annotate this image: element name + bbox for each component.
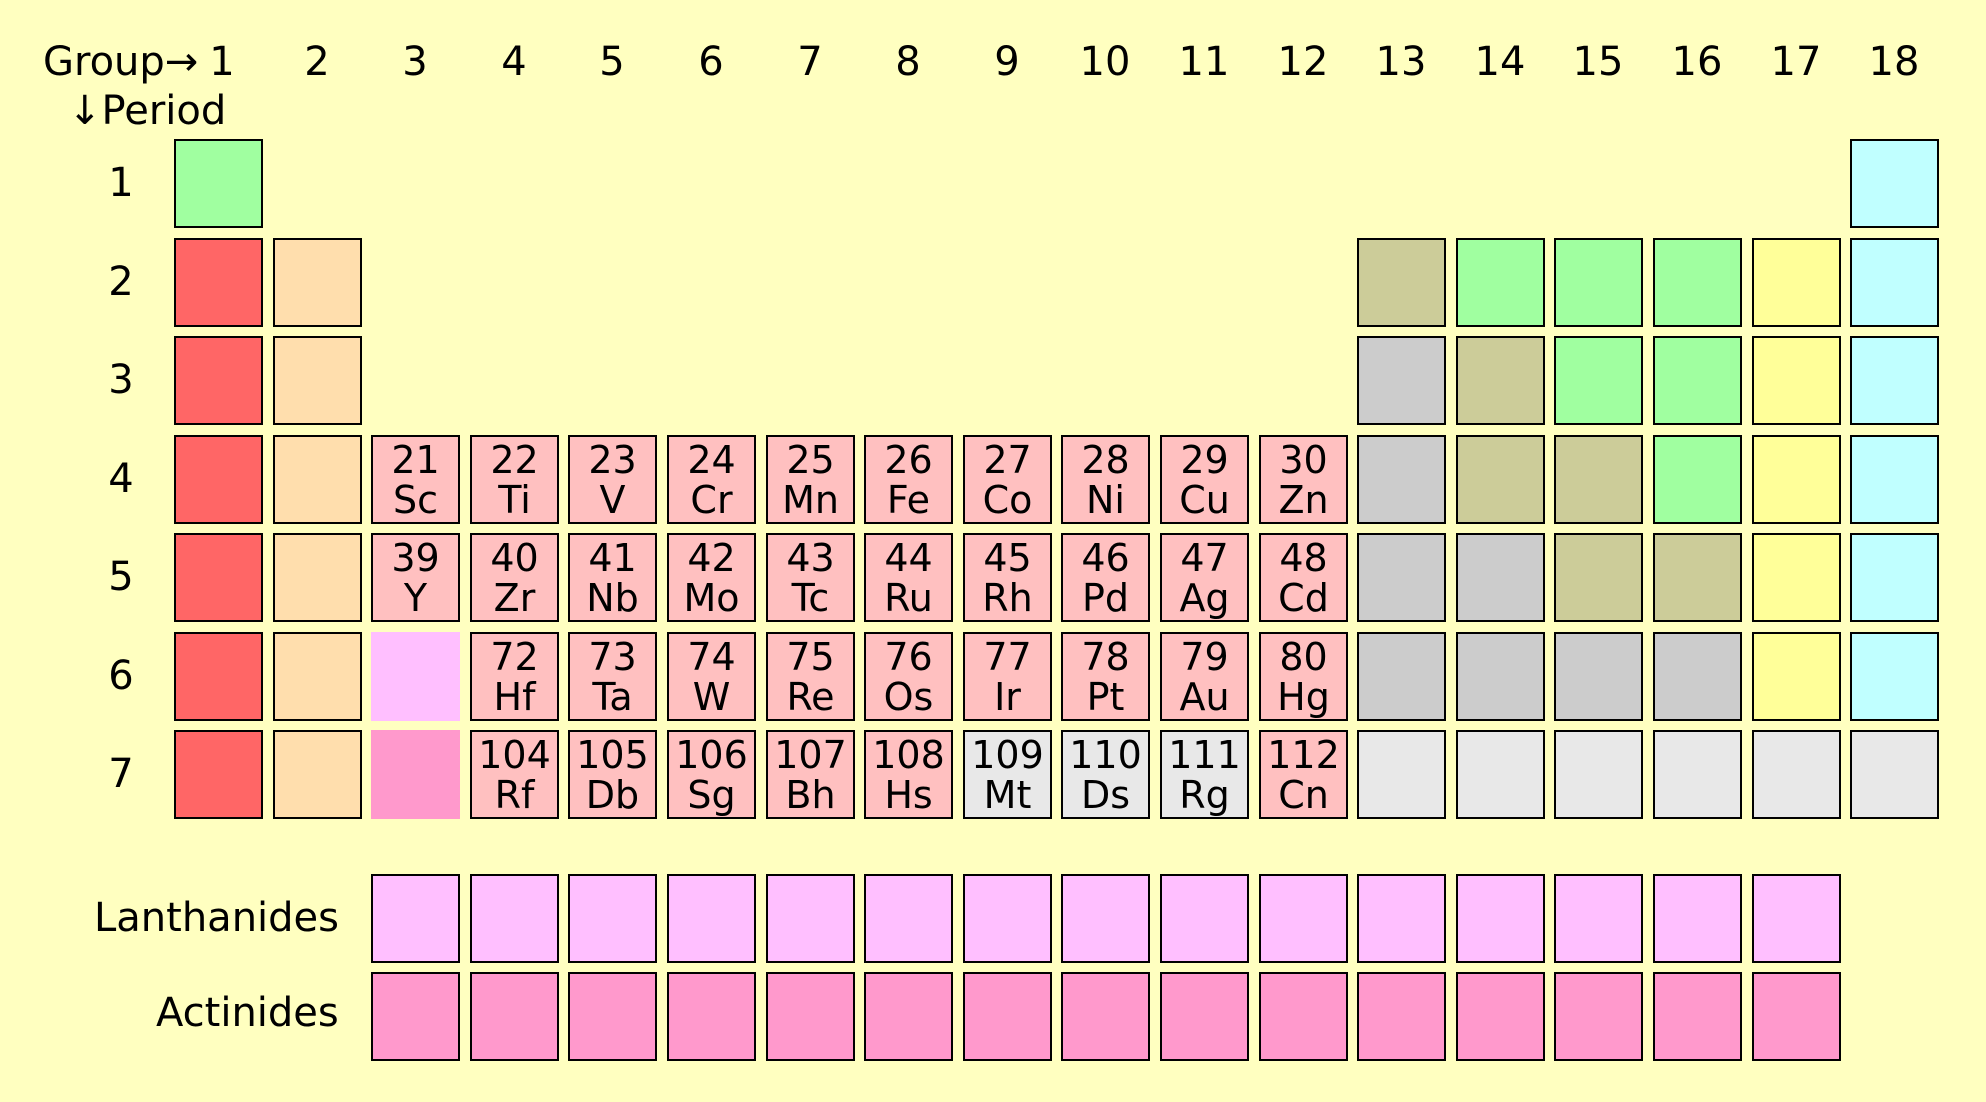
element-cell xyxy=(174,435,263,524)
atomic-number: 79 xyxy=(1180,634,1229,679)
element-cell xyxy=(470,435,559,524)
group-number: 2 xyxy=(304,39,330,85)
atomic-number: 23 xyxy=(588,437,637,482)
element-cell xyxy=(1653,336,1742,425)
group-number: 4 xyxy=(501,39,527,85)
group-number: 12 xyxy=(1277,39,1329,85)
element-cell xyxy=(766,730,855,819)
lanthanide-cell xyxy=(667,874,756,963)
element-cell xyxy=(273,238,362,327)
element-cell xyxy=(1456,238,1545,327)
period-axis-label: ↓Period xyxy=(68,88,227,134)
atomic-number: 29 xyxy=(1180,437,1229,482)
period-number: 7 xyxy=(108,751,134,797)
element-cell xyxy=(1259,533,1348,622)
element-cell xyxy=(371,533,460,622)
element-symbol: Pt xyxy=(1086,674,1125,719)
element-cell xyxy=(1456,632,1545,721)
element-cell xyxy=(174,139,263,228)
element-cell xyxy=(174,632,263,721)
element-cell xyxy=(470,533,559,622)
period-number: 6 xyxy=(108,653,134,699)
lanthanide-cell xyxy=(1061,874,1150,963)
element-symbol: Bh xyxy=(785,772,836,817)
element-cell xyxy=(1357,730,1446,819)
group-number: 13 xyxy=(1375,39,1427,85)
element-cell xyxy=(1160,730,1249,819)
element-cell xyxy=(1653,730,1742,819)
element-cell xyxy=(273,533,362,622)
element-cell xyxy=(1357,435,1446,524)
element-cell xyxy=(1259,730,1348,819)
element-symbol: Sc xyxy=(392,477,438,522)
group-number: 8 xyxy=(895,39,921,85)
lanthanides-label: Lanthanides xyxy=(94,895,339,941)
element-cell xyxy=(1554,632,1643,721)
atomic-number: 73 xyxy=(588,634,637,679)
element-symbol: Tc xyxy=(791,575,830,620)
atomic-number: 112 xyxy=(1267,732,1340,777)
lanthanide-cell xyxy=(1259,874,1348,963)
actinide-cell xyxy=(667,972,756,1061)
element-cell xyxy=(568,435,657,524)
element-cell xyxy=(1160,533,1249,622)
actinide-cell xyxy=(568,972,657,1061)
element-symbol: Re xyxy=(786,674,835,719)
group-number: 18 xyxy=(1868,39,1920,85)
actinide-cell xyxy=(1259,972,1348,1061)
element-cell xyxy=(273,336,362,425)
element-cell xyxy=(1259,435,1348,524)
element-symbol: Ru xyxy=(884,575,933,620)
element-cell xyxy=(1160,632,1249,721)
period-number: 5 xyxy=(108,554,134,600)
atomic-number: 28 xyxy=(1081,437,1130,482)
element-symbol: Sg xyxy=(687,772,736,817)
lanthanide-cell xyxy=(371,874,460,963)
atomic-number: 43 xyxy=(786,535,835,580)
element-symbol: Y xyxy=(403,575,428,620)
atomic-number: 24 xyxy=(687,437,736,482)
element-cell xyxy=(273,730,362,819)
element-symbol: Mt xyxy=(983,772,1032,817)
element-cell xyxy=(1456,435,1545,524)
element-cell xyxy=(1160,435,1249,524)
lanthanide-cell xyxy=(766,874,855,963)
atomic-number: 104 xyxy=(478,732,551,777)
element-cell xyxy=(766,533,855,622)
element-cell xyxy=(174,730,263,819)
element-cell xyxy=(174,336,263,425)
element-cell xyxy=(1850,632,1939,721)
group-number: 16 xyxy=(1671,39,1723,85)
element-symbol: Db xyxy=(585,772,640,817)
element-symbol: W xyxy=(692,674,731,719)
element-symbol: Mn xyxy=(782,477,839,522)
lanthanide-cell xyxy=(568,874,657,963)
element-cell xyxy=(1850,730,1939,819)
lanthanide-cell xyxy=(1554,874,1643,963)
lanthanide-cell xyxy=(963,874,1052,963)
element-cell xyxy=(1554,238,1643,327)
lanthanide-cell xyxy=(1752,874,1841,963)
atomic-number: 41 xyxy=(588,535,637,580)
element-cell xyxy=(1554,730,1643,819)
atomic-number: 77 xyxy=(983,634,1032,679)
element-cell xyxy=(1752,435,1841,524)
element-cell xyxy=(174,533,263,622)
atomic-number: 72 xyxy=(490,634,539,679)
element-cell xyxy=(568,533,657,622)
element-cell xyxy=(1850,139,1939,228)
group-number: 3 xyxy=(402,39,428,85)
actinides-label: Actinides xyxy=(156,990,339,1036)
period-number: 2 xyxy=(108,259,134,305)
element-symbol: Ds xyxy=(1080,772,1131,817)
element-symbol: Zr xyxy=(493,575,536,620)
atomic-number: 26 xyxy=(884,437,933,482)
group-number: 1 xyxy=(209,39,235,85)
actinide-cell xyxy=(1456,972,1545,1061)
element-symbol: V xyxy=(599,477,626,522)
atomic-number: 74 xyxy=(687,634,736,679)
atomic-number: 105 xyxy=(576,732,649,777)
element-cell xyxy=(963,730,1052,819)
element-cell xyxy=(1752,730,1841,819)
element-cell xyxy=(470,730,559,819)
element-symbol: Cr xyxy=(690,477,733,522)
element-symbol: Ti xyxy=(498,477,531,522)
element-cell xyxy=(667,435,756,524)
element-cell xyxy=(963,632,1052,721)
element-cell xyxy=(371,632,460,721)
element-symbol: Ta xyxy=(592,674,633,719)
actinide-cell xyxy=(864,972,953,1061)
atomic-number: 107 xyxy=(774,732,847,777)
element-cell xyxy=(1752,336,1841,425)
element-cell xyxy=(1357,336,1446,425)
atomic-number: 42 xyxy=(687,535,736,580)
element-cell xyxy=(1752,632,1841,721)
element-cell xyxy=(1061,435,1150,524)
element-cell xyxy=(1850,533,1939,622)
period-number: 3 xyxy=(108,357,134,403)
element-symbol: Au xyxy=(1179,674,1230,719)
element-symbol: Hf xyxy=(493,674,536,719)
group-number: 10 xyxy=(1079,39,1131,85)
element-cell xyxy=(864,730,953,819)
atomic-number: 76 xyxy=(884,634,933,679)
atomic-number: 30 xyxy=(1279,437,1328,482)
element-symbol: Ag xyxy=(1179,575,1230,620)
element-cell xyxy=(864,435,953,524)
group-number: 11 xyxy=(1178,39,1230,85)
element-symbol: Mo xyxy=(683,575,740,620)
actinide-cell xyxy=(1752,972,1841,1061)
element-cell xyxy=(1456,533,1545,622)
element-cell xyxy=(1357,533,1446,622)
lanthanide-cell xyxy=(1357,874,1446,963)
actinide-cell xyxy=(963,972,1052,1061)
element-cell xyxy=(1357,632,1446,721)
element-symbol: Rh xyxy=(982,575,1033,620)
atomic-number: 47 xyxy=(1180,535,1229,580)
element-cell xyxy=(1653,238,1742,327)
atomic-number: 109 xyxy=(971,732,1044,777)
element-cell xyxy=(1850,435,1939,524)
group-number: 5 xyxy=(599,39,625,85)
element-cell xyxy=(371,730,460,819)
atomic-number: 27 xyxy=(983,437,1032,482)
element-cell xyxy=(174,238,263,327)
element-cell xyxy=(864,632,953,721)
atomic-number: 40 xyxy=(490,535,539,580)
element-cell xyxy=(1061,730,1150,819)
atomic-number: 48 xyxy=(1279,535,1328,580)
group-number: 14 xyxy=(1474,39,1526,85)
group-number: 6 xyxy=(698,39,724,85)
element-symbol: Zn xyxy=(1278,477,1329,522)
period-number: 4 xyxy=(108,456,134,502)
group-number: 17 xyxy=(1770,39,1822,85)
element-cell xyxy=(1357,238,1446,327)
element-cell xyxy=(1259,632,1348,721)
element-symbol: Rf xyxy=(494,772,535,817)
element-symbol: Ni xyxy=(1086,477,1125,522)
element-cell xyxy=(1653,435,1742,524)
element-cell xyxy=(1456,730,1545,819)
actinide-cell xyxy=(1653,972,1742,1061)
group-number: 9 xyxy=(994,39,1020,85)
atomic-number: 25 xyxy=(786,437,835,482)
element-symbol: Hg xyxy=(1277,674,1330,719)
element-symbol: Fe xyxy=(886,477,931,522)
element-symbol: Nb xyxy=(586,575,639,620)
atomic-number: 80 xyxy=(1279,634,1328,679)
element-cell xyxy=(568,730,657,819)
element-cell xyxy=(1456,336,1545,425)
element-cell xyxy=(1653,533,1742,622)
atomic-number: 39 xyxy=(391,535,440,580)
actinide-cell xyxy=(1554,972,1643,1061)
element-symbol: Cd xyxy=(1278,575,1329,620)
element-cell xyxy=(963,435,1052,524)
element-cell xyxy=(963,533,1052,622)
element-symbol: Hs xyxy=(884,772,933,817)
element-cell xyxy=(273,435,362,524)
element-cell xyxy=(371,435,460,524)
element-cell xyxy=(470,632,559,721)
lanthanide-cell xyxy=(864,874,953,963)
actinide-cell xyxy=(1160,972,1249,1061)
actinide-cell xyxy=(470,972,559,1061)
element-cell xyxy=(766,632,855,721)
element-symbol: Rg xyxy=(1179,772,1230,817)
atomic-number: 44 xyxy=(884,535,933,580)
element-symbol: Pd xyxy=(1081,575,1130,620)
group-axis-label: Group→ xyxy=(43,39,199,85)
element-cell xyxy=(1554,435,1643,524)
atomic-number: 46 xyxy=(1081,535,1130,580)
atomic-number: 108 xyxy=(872,732,945,777)
atomic-number: 75 xyxy=(786,634,835,679)
atomic-number: 45 xyxy=(983,535,1032,580)
actinide-cell xyxy=(1357,972,1446,1061)
element-symbol: Ir xyxy=(994,674,1021,719)
element-cell xyxy=(667,730,756,819)
element-cell xyxy=(273,632,362,721)
element-cell xyxy=(667,533,756,622)
element-cell xyxy=(1554,336,1643,425)
atomic-number: 110 xyxy=(1069,732,1142,777)
element-symbol: Cn xyxy=(1278,772,1329,817)
lanthanide-cell xyxy=(1160,874,1249,963)
element-cell xyxy=(1061,533,1150,622)
element-cell xyxy=(1554,533,1643,622)
element-cell xyxy=(568,632,657,721)
element-cell xyxy=(1752,533,1841,622)
actinide-cell xyxy=(766,972,855,1061)
element-cell xyxy=(766,435,855,524)
group-number: 15 xyxy=(1572,39,1624,85)
lanthanide-cell xyxy=(1456,874,1545,963)
actinide-cell xyxy=(1061,972,1150,1061)
period-number: 1 xyxy=(108,160,134,206)
element-cell xyxy=(1850,238,1939,327)
atomic-number: 78 xyxy=(1081,634,1130,679)
element-cell xyxy=(1653,632,1742,721)
element-symbol: Cu xyxy=(1179,477,1230,522)
element-cell xyxy=(667,632,756,721)
atomic-number: 22 xyxy=(490,437,539,482)
atomic-number: 111 xyxy=(1168,732,1241,777)
group-number: 7 xyxy=(797,39,823,85)
element-cell xyxy=(1061,632,1150,721)
atomic-number: 21 xyxy=(391,437,440,482)
element-cell xyxy=(864,533,953,622)
lanthanide-cell xyxy=(1653,874,1742,963)
element-cell xyxy=(1850,336,1939,425)
element-symbol: Os xyxy=(883,674,934,719)
actinide-cell xyxy=(371,972,460,1061)
element-symbol: Co xyxy=(982,477,1033,522)
atomic-number: 106 xyxy=(675,732,748,777)
lanthanide-cell xyxy=(470,874,559,963)
element-cell xyxy=(1752,238,1841,327)
